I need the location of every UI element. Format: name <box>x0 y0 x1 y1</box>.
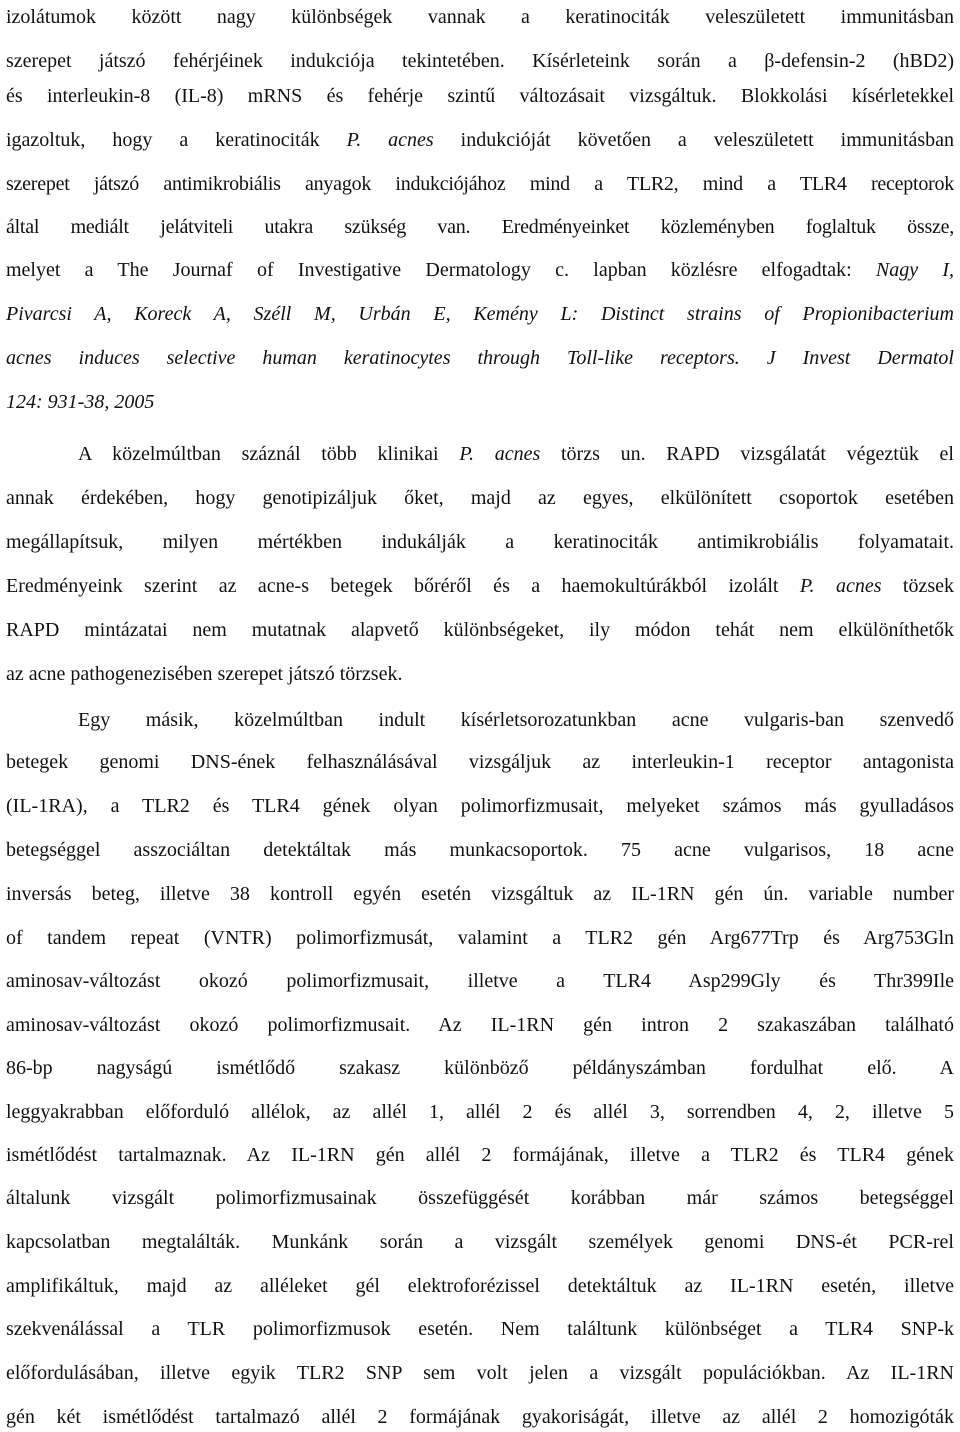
text-run: betegséggel asszociáltan detektáltak más munkacsoportok. 75 acne vulgarisos, 18 acne <box>6 839 954 861</box>
text-line <box>6 300 954 328</box>
text-line <box>6 1403 954 1431</box>
text-run: of tandem repeat (VNTR) polimorfizmusát, valamint a TLR2 gén Arg677Trp és Arg753Gln <box>6 927 954 949</box>
text-run: az acne pathogenezisében szerepet játszó törzsek. <box>6 663 403 685</box>
italic-text: 124: 931-38, 2005 <box>6 391 155 413</box>
text-run: amplifikáltuk, majd az alléleket gél elektroforézissel detektáltuk az IL-1RN esetén, illetve <box>6 1275 954 1297</box>
text-run: előfordulásában, illetve egyik TLR2 SNP sem volt jelen a vizsgált populációkban. Az IL-1RN <box>6 1362 954 1384</box>
text-line <box>6 256 954 284</box>
text-line <box>6 1315 954 1343</box>
text-line <box>6 616 954 644</box>
text-run: szerepet játszó antimikrobiális anyagok indukciójához mind a TLR2, mind a TLR4 receptorok <box>6 173 954 195</box>
text-line <box>6 1359 954 1387</box>
text-run: indukcióját követően a veleszületett immunitásban <box>433 129 954 151</box>
text-run: betegek genomi DNS-ének felhasználásával vizsgáljuk az interleukin-1 receptor antagonista <box>6 751 954 773</box>
text-line <box>6 1098 954 1126</box>
italic-text: P. acnes <box>799 575 882 597</box>
text-run: általunk vizsgált polimorfizmusainak összefüggését korábban már számos betegséggel <box>6 1187 954 1209</box>
text-run: tözsek <box>881 575 954 597</box>
paragraph-first-line <box>78 706 954 734</box>
text-line <box>6 1011 954 1039</box>
text-line <box>6 388 954 416</box>
text-run: megállapítsuk, milyen mértékben indukálják a keratinociták antimikrobiális folyamatait. <box>6 531 954 553</box>
text-run: A közelmúltban száznál több klinikai <box>78 443 460 465</box>
text-line <box>6 1054 954 1082</box>
text-run: aminosav-változást okozó polimorfizmusait, illetve a TLR4 Asp299Gly és Thr399Ile <box>6 970 954 992</box>
text-line <box>6 792 954 820</box>
text-run: szerepet játszó fehérjéinek indukciója tekintetében. Kísérleteink során a β-defensin-2 (hBD2) <box>6 50 954 72</box>
italic-text: acnes induces selective human keratinocytes through Toll-like receptors. J Invest Dermatol <box>6 347 954 369</box>
text-line <box>6 213 954 241</box>
text-line <box>6 924 954 952</box>
text-line <box>6 484 954 512</box>
italic-text: P. acnes <box>346 129 434 151</box>
text-line <box>6 126 954 154</box>
italic-text: P. acnes <box>459 443 541 465</box>
text-run: (IL-1RA), a TLR2 és TLR4 gének olyan polimorfizmusait, melyeket számos más gyulladásos <box>6 795 954 817</box>
text-run: izolátumok között nagy különbségek vannak a keratinociták veleszületett immunitásban <box>6 6 954 28</box>
text-line <box>6 1228 954 1256</box>
text-line <box>6 1272 954 1300</box>
text-line <box>6 528 954 556</box>
text-run: Eredményeink szerint az acne-s betegek bőréről és a haemokultúrákból izolált <box>6 575 800 597</box>
text-run: annak érdekében, hogy genotipizáljuk őket, majd az egyes, elkülönített csoportok esetében <box>6 487 954 509</box>
text-line <box>6 82 954 110</box>
italic-text: Pivarcsi A, Koreck A, Széll M, Urbán E, Kemény L: Distinct strains of Propionibacterium <box>6 303 954 325</box>
text-line <box>6 3 954 31</box>
text-run: gén két ismétlődést tartalmazó allél 2 formájának gyakoriságát, illetve az allél 2 homozigóták <box>6 1406 954 1428</box>
text-run: szekvenálással a TLR polimorfizmusok esetén. Nem találtunk különbséget a TLR4 SNP-k <box>6 1318 954 1340</box>
text-line <box>6 344 954 372</box>
text-run: kapcsolatban megtalálták. Munkánk során a vizsgált személyek genomi DNS-ét PCR-rel <box>6 1231 954 1253</box>
text-line <box>6 572 954 600</box>
text-run: által mediált jelátviteli utakra szükség van. Eredményeinket közleményben foglaltuk össze, <box>6 216 954 238</box>
text-run: Egy másik, közelmúltban indult kísérletsorozatunkban acne vulgaris-ban szenvedő <box>78 709 954 731</box>
text-run: és interleukin-8 (IL-8) mRNS és fehérje szintű változásait vizsgáltuk. Blokkolási kísérletekkel <box>6 85 954 107</box>
text-line <box>6 47 954 75</box>
text-line <box>6 660 954 688</box>
text-run: RAPD mintázatai nem mutatnak alapvető különbségeket, ily módon tehát nem elkülöníthetők <box>6 619 954 641</box>
text-run: aminosav-változást okozó polimorfizmusait. Az IL-1RN gén intron 2 szakaszában található <box>6 1014 954 1036</box>
text-line <box>6 880 954 908</box>
text-line <box>6 170 954 198</box>
text-run: 86-bp nagyságú ismétlődő szakasz különböző példányszámban fordulhat elő. A <box>6 1057 954 1079</box>
text-run: igazoltuk, hogy a keratinociták <box>6 129 347 151</box>
text-line <box>6 748 954 776</box>
text-run: inversás beteg, illetve 38 kontroll egyén esetén vizsgáltuk az IL-1RN gén ún. variable number <box>6 883 954 905</box>
italic-text: Nagy I, <box>875 259 954 281</box>
text-line <box>6 1141 954 1169</box>
text-run: törzs un. RAPD vizsgálatát végeztük el <box>540 443 954 465</box>
text-line <box>6 1184 954 1212</box>
paragraph-first-line <box>78 440 954 468</box>
text-line <box>6 836 954 864</box>
text-line <box>6 967 954 995</box>
text-run: ismétlődést tartalmaznak. Az IL-1RN gén allél 2 formájának, illetve a TLR2 és TLR4 gének <box>6 1144 954 1166</box>
text-run: melyet a The Journaf of Investigative Dermatology c. lapban közlésre elfogadtak: <box>6 259 876 281</box>
text-run: leggyakrabban előforduló allélok, az allél 1, allél 2 és allél 3, sorrendben 4, 2, illetve 5 <box>6 1101 954 1123</box>
